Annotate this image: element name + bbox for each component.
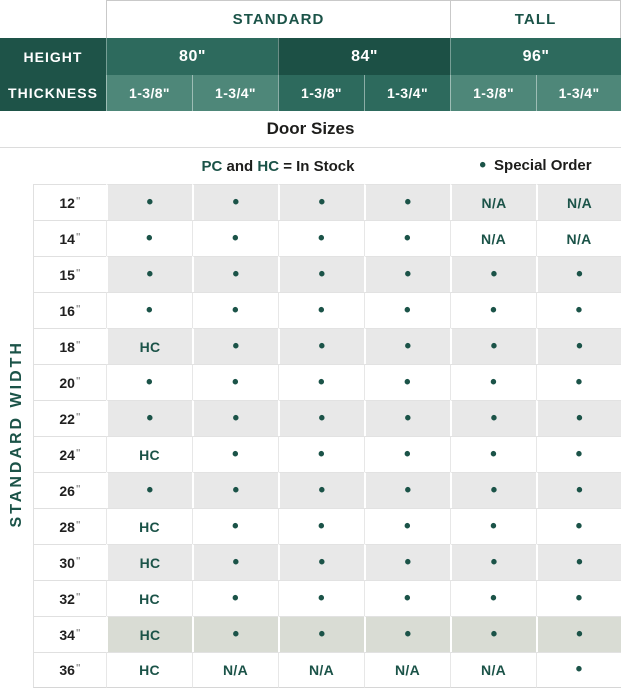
width-row-12 — [0, 184, 621, 220]
special-order-dot: • — [536, 580, 621, 616]
thickness-84-134-cell: 1-3/4" — [364, 75, 450, 111]
width-label-cell: 34" — [33, 616, 106, 652]
thickness-96-138-cell: 1-3/8" — [450, 75, 536, 111]
special-order-dot: • — [450, 544, 536, 580]
legend-special-order — [450, 155, 621, 177]
special-order-dot: • — [364, 580, 450, 616]
special-order-dot: • — [192, 184, 278, 220]
not-available-cell: N/A — [536, 184, 621, 220]
special-order-dot: • — [536, 472, 621, 508]
height-row-label: HEIGHT — [0, 38, 106, 75]
side-label-cell — [0, 184, 33, 688]
special-order-dot: • — [278, 220, 364, 256]
legend-and-text: and — [226, 157, 254, 175]
height-80-cell: 80" — [106, 38, 278, 75]
special-order-dot: • — [192, 544, 278, 580]
special-order-dot: • — [450, 508, 536, 544]
special-order-dot: • — [536, 436, 621, 472]
special-order-dot: • — [278, 292, 364, 328]
not-available-cell: N/A — [536, 220, 621, 256]
not-available-cell: N/A — [364, 652, 450, 688]
special-order-dot: • — [278, 184, 364, 220]
special-order-dot: • — [192, 616, 278, 652]
width-label-cell: 36" — [33, 652, 106, 688]
width-row-36 — [0, 652, 621, 688]
special-order-dot: • — [192, 292, 278, 328]
width-row-15 — [0, 256, 621, 292]
thickness-header-row — [0, 75, 621, 111]
legend-special-order-text: Special Order — [494, 157, 592, 174]
legend-row — [0, 148, 621, 184]
special-order-dot: • — [536, 400, 621, 436]
special-order-dot: • — [106, 400, 192, 436]
standard-width-side-label: STANDARD WIDTH — [7, 339, 25, 528]
special-order-dot: • — [192, 580, 278, 616]
special-order-dot: • — [536, 256, 621, 292]
special-order-dot: • — [278, 436, 364, 472]
special-order-dot: • — [106, 256, 192, 292]
in-stock-hc-cell: HC — [106, 328, 192, 364]
height-header-row — [0, 38, 621, 75]
width-row-14 — [0, 220, 621, 256]
special-order-dot: • — [536, 508, 621, 544]
width-row-24 — [0, 436, 621, 472]
width-label-cell: 24" — [33, 436, 106, 472]
thickness-80-138-cell: 1-3/8" — [106, 75, 192, 111]
thickness-80-134-cell: 1-3/4" — [192, 75, 278, 111]
special-order-dot: • — [450, 328, 536, 364]
width-row-20 — [0, 364, 621, 400]
special-order-dot: • — [364, 472, 450, 508]
special-order-dot: • — [192, 328, 278, 364]
special-order-dot: • — [106, 472, 192, 508]
width-label-cell: 32" — [33, 580, 106, 616]
special-order-dot: • — [364, 364, 450, 400]
special-order-dot: • — [450, 616, 536, 652]
special-order-dot: • — [364, 184, 450, 220]
special-order-dot: • — [364, 616, 450, 652]
special-order-dot: • — [192, 400, 278, 436]
special-order-dot: • — [450, 580, 536, 616]
width-row-16 — [0, 292, 621, 328]
special-order-dot: • — [106, 184, 192, 220]
special-order-dot-icon: • — [479, 155, 487, 176]
width-row-22 — [0, 400, 621, 436]
special-order-dot: • — [536, 364, 621, 400]
special-order-dot: • — [450, 472, 536, 508]
special-order-dot: • — [364, 436, 450, 472]
width-row-18 — [0, 328, 621, 364]
width-label-cell: 26" — [33, 472, 106, 508]
column-group-row — [0, 0, 621, 38]
special-order-dot: • — [192, 508, 278, 544]
height-96-cell: 96" — [450, 38, 621, 75]
special-order-dot: • — [278, 256, 364, 292]
legend-hc-label: HC — [257, 157, 280, 175]
legend-pc-label: PC — [201, 157, 223, 175]
special-order-dot: • — [450, 256, 536, 292]
not-available-cell: N/A — [278, 652, 364, 688]
special-order-dot: • — [192, 364, 278, 400]
in-stock-hc-cell: HC — [106, 616, 192, 652]
width-label-cell: 22" — [33, 400, 106, 436]
not-available-cell: N/A — [450, 652, 536, 688]
special-order-dot: • — [450, 400, 536, 436]
special-order-dot: • — [106, 220, 192, 256]
special-order-dot: • — [278, 400, 364, 436]
special-order-dot: • — [106, 364, 192, 400]
not-available-cell: N/A — [450, 184, 536, 220]
col-group-tall: TALL — [450, 0, 621, 38]
not-available-cell: N/A — [192, 652, 278, 688]
width-row-28 — [0, 508, 621, 544]
special-order-dot: • — [192, 472, 278, 508]
special-order-dot: • — [450, 364, 536, 400]
in-stock-hc-cell: HC — [106, 580, 192, 616]
width-label-cell: 28" — [33, 508, 106, 544]
special-order-dot: • — [364, 328, 450, 364]
special-order-dot: • — [278, 580, 364, 616]
in-stock-hc-cell: HC — [106, 652, 192, 688]
special-order-dot: • — [192, 256, 278, 292]
height-84-cell: 84" — [278, 38, 450, 75]
width-label-cell: 14" — [33, 220, 106, 256]
special-order-dot: • — [450, 436, 536, 472]
in-stock-hc-cell: HC — [106, 508, 192, 544]
width-label-cell: 15" — [33, 256, 106, 292]
in-stock-hc-cell: HC — [106, 544, 192, 580]
special-order-dot: • — [536, 652, 621, 688]
special-order-dot: • — [364, 400, 450, 436]
special-order-dot: • — [450, 292, 536, 328]
special-order-dot: • — [536, 292, 621, 328]
special-order-dot: • — [278, 364, 364, 400]
special-order-dot: • — [364, 544, 450, 580]
width-row-26 — [0, 472, 621, 508]
special-order-dot: • — [536, 616, 621, 652]
col-group-standard: STANDARD — [106, 0, 450, 38]
thickness-96-134-cell: 1-3/4" — [536, 75, 621, 111]
special-order-dot: • — [364, 220, 450, 256]
thickness-row-label: THICKNESS — [0, 75, 106, 111]
width-row-34 — [0, 616, 621, 652]
special-order-dot: • — [536, 328, 621, 364]
in-stock-hc-cell: HC — [106, 436, 192, 472]
width-row-30 — [0, 544, 621, 580]
not-available-cell: N/A — [450, 220, 536, 256]
special-order-dot: • — [278, 472, 364, 508]
blank-corner-cell — [0, 0, 106, 38]
special-order-dot: • — [278, 328, 364, 364]
width-label-cell: 20" — [33, 364, 106, 400]
special-order-dot: • — [536, 544, 621, 580]
legend — [106, 148, 621, 184]
thickness-84-138-cell: 1-3/8" — [278, 75, 364, 111]
special-order-dot: • — [364, 292, 450, 328]
width-label-cell: 30" — [33, 544, 106, 580]
special-order-dot: • — [364, 508, 450, 544]
special-order-dot: • — [106, 292, 192, 328]
special-order-dot: • — [278, 544, 364, 580]
special-order-dot: • — [192, 220, 278, 256]
special-order-dot: • — [278, 508, 364, 544]
legend-in-stock-text: = In Stock — [283, 157, 355, 175]
legend-in-stock — [106, 158, 450, 175]
width-label-cell: 12" — [33, 184, 106, 220]
width-row-32 — [0, 580, 621, 616]
table-title: Door Sizes — [0, 111, 621, 148]
width-label-cell: 18" — [33, 328, 106, 364]
width-label-cell: 16" — [33, 292, 106, 328]
special-order-dot: • — [364, 256, 450, 292]
special-order-dot: • — [192, 436, 278, 472]
title-row — [0, 111, 621, 148]
special-order-dot: • — [278, 616, 364, 652]
